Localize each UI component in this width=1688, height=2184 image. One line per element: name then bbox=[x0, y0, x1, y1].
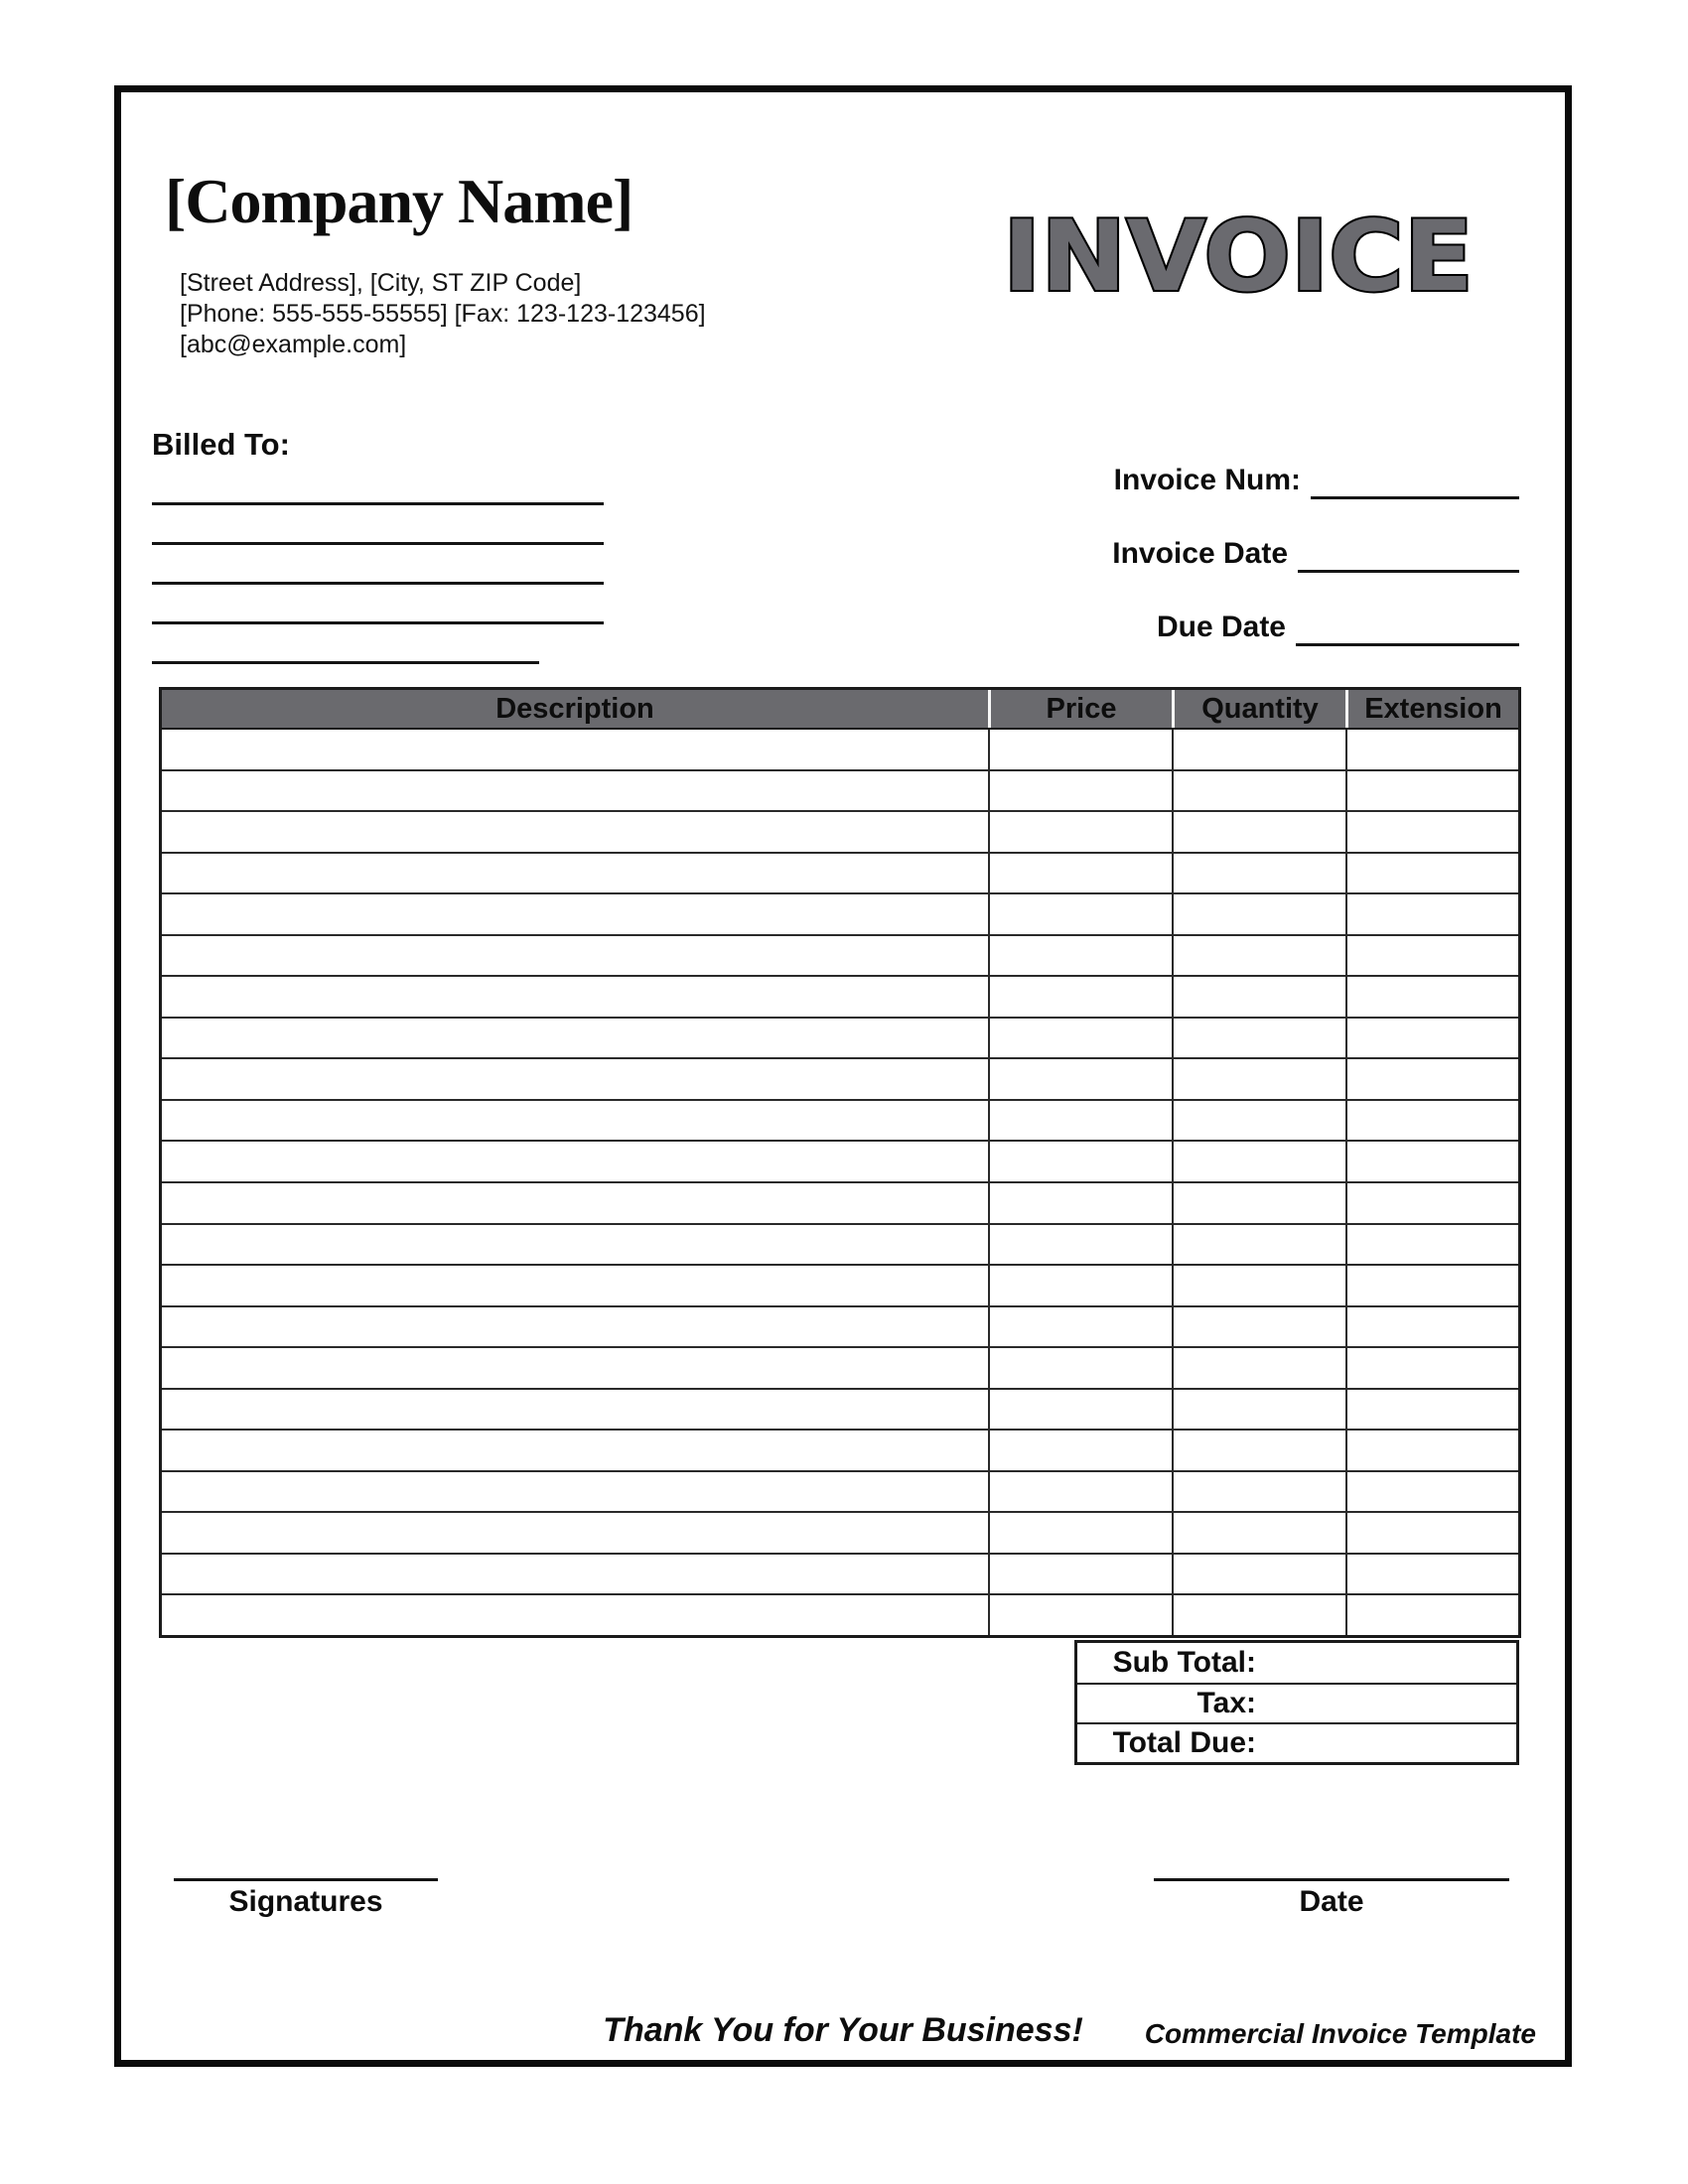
date-label: Date bbox=[1299, 1885, 1364, 1918]
table-cell-price[interactable] bbox=[988, 730, 1172, 769]
table-cell-extension[interactable] bbox=[1345, 1266, 1518, 1305]
table-cell-quantity[interactable] bbox=[1172, 1555, 1345, 1594]
table-row bbox=[162, 1511, 1518, 1553]
table-cell-description[interactable] bbox=[162, 1595, 988, 1635]
company-name: [Company Name] bbox=[165, 166, 633, 236]
table-cell-price[interactable] bbox=[988, 1472, 1172, 1512]
table-cell-price[interactable] bbox=[988, 1431, 1172, 1470]
table-cell-description[interactable] bbox=[162, 1142, 988, 1181]
table-cell-description[interactable] bbox=[162, 1472, 988, 1512]
totals-value-area[interactable] bbox=[1256, 1643, 1516, 1683]
table-cell-extension[interactable] bbox=[1345, 1513, 1518, 1553]
company-address bbox=[180, 268, 706, 360]
table-cell-extension[interactable] bbox=[1345, 812, 1518, 852]
table-cell-extension[interactable] bbox=[1345, 1225, 1518, 1265]
table-cell-quantity[interactable] bbox=[1172, 1513, 1345, 1553]
table-cell-extension[interactable] bbox=[1345, 894, 1518, 934]
table-cell-extension[interactable] bbox=[1345, 936, 1518, 976]
table-row bbox=[162, 1593, 1518, 1635]
table-cell-price[interactable] bbox=[988, 1348, 1172, 1388]
table-cell-price[interactable] bbox=[988, 1059, 1172, 1099]
table-cell-quantity[interactable] bbox=[1172, 1390, 1345, 1430]
table-cell-price[interactable] bbox=[988, 1225, 1172, 1265]
field-row-invoice-date bbox=[1112, 533, 1519, 573]
table-row bbox=[162, 810, 1518, 852]
table-cell-quantity[interactable] bbox=[1172, 1348, 1345, 1388]
table-cell-extension[interactable] bbox=[1345, 977, 1518, 1017]
table-cell-description[interactable] bbox=[162, 1059, 988, 1099]
table-cell-quantity[interactable] bbox=[1172, 1225, 1345, 1265]
field-blank-line[interactable] bbox=[1311, 463, 1519, 499]
table-row bbox=[162, 1017, 1518, 1058]
table-cell-description[interactable] bbox=[162, 1348, 988, 1388]
table-cell-quantity[interactable] bbox=[1172, 1059, 1345, 1099]
field-label: Invoice Num: bbox=[1113, 464, 1301, 496]
column-header-quantity: Quantity bbox=[1172, 690, 1345, 728]
table-cell-description[interactable] bbox=[162, 936, 988, 976]
field-label: Due Date bbox=[1156, 611, 1286, 643]
billed-to-label: Billed To: bbox=[152, 427, 290, 462]
table-cell-extension[interactable] bbox=[1345, 1431, 1518, 1470]
table-cell-price[interactable] bbox=[988, 1555, 1172, 1594]
table-row bbox=[162, 1388, 1518, 1430]
totals-row-tax bbox=[1077, 1683, 1516, 1722]
table-cell-quantity[interactable] bbox=[1172, 730, 1345, 769]
totals-box bbox=[1074, 1640, 1519, 1765]
table-cell-extension[interactable] bbox=[1345, 730, 1518, 769]
table-cell-quantity[interactable] bbox=[1172, 1307, 1345, 1347]
invoice-wordmark-text: INVOICE bbox=[1003, 201, 1474, 314]
table-cell-extension[interactable] bbox=[1345, 1348, 1518, 1388]
table-cell-quantity[interactable] bbox=[1172, 1142, 1345, 1181]
table-row bbox=[162, 1346, 1518, 1388]
totals-row-total-due bbox=[1077, 1722, 1516, 1762]
footer-template-name: Commercial Invoice Template bbox=[1144, 2018, 1536, 2049]
table-cell-extension[interactable] bbox=[1345, 1059, 1518, 1099]
table-row bbox=[162, 1264, 1518, 1305]
totals-value-area[interactable] bbox=[1256, 1685, 1516, 1722]
table-cell-quantity[interactable] bbox=[1172, 1472, 1345, 1512]
table-cell-description[interactable] bbox=[162, 854, 988, 893]
totals-row-sub-total bbox=[1077, 1643, 1516, 1683]
table-cell-quantity[interactable] bbox=[1172, 936, 1345, 976]
table-cell-description[interactable] bbox=[162, 894, 988, 934]
table-row bbox=[162, 852, 1518, 893]
field-label: Invoice Date bbox=[1112, 537, 1288, 570]
table-cell-price[interactable] bbox=[988, 936, 1172, 976]
table-cell-extension[interactable] bbox=[1345, 854, 1518, 893]
table-cell-price[interactable] bbox=[988, 977, 1172, 1017]
table-cell-quantity[interactable] bbox=[1172, 1595, 1345, 1635]
table-cell-extension[interactable] bbox=[1345, 1183, 1518, 1223]
table-cell-quantity[interactable] bbox=[1172, 977, 1345, 1017]
table-cell-extension[interactable] bbox=[1345, 1472, 1518, 1512]
totals-label: Tax: bbox=[1196, 1687, 1256, 1719]
table-cell-price[interactable] bbox=[988, 1390, 1172, 1430]
table-cell-description[interactable] bbox=[162, 1101, 988, 1141]
table-cell-quantity[interactable] bbox=[1172, 1431, 1345, 1470]
footer-thank-you: Thank You for Your Business! bbox=[603, 2011, 1083, 2049]
table-cell-price[interactable] bbox=[988, 812, 1172, 852]
totals-label: Total Due: bbox=[1112, 1726, 1256, 1759]
table-cell-description[interactable] bbox=[162, 1431, 988, 1470]
table-cell-price[interactable] bbox=[988, 1183, 1172, 1223]
table-cell-extension[interactable] bbox=[1345, 1019, 1518, 1058]
table-row bbox=[162, 1553, 1518, 1594]
table-row bbox=[162, 934, 1518, 976]
table-cell-quantity[interactable] bbox=[1172, 854, 1345, 893]
table-cell-quantity[interactable] bbox=[1172, 1183, 1345, 1223]
column-header-price: Price bbox=[988, 690, 1172, 728]
table-cell-description[interactable] bbox=[162, 977, 988, 1017]
table-cell-extension[interactable] bbox=[1345, 1101, 1518, 1141]
table-cell-description[interactable] bbox=[162, 1183, 988, 1223]
table-row bbox=[162, 975, 1518, 1017]
billed-to-blank-line[interactable] bbox=[152, 624, 539, 664]
date-blank-line[interactable] bbox=[1154, 1843, 1509, 1881]
table-row bbox=[162, 1057, 1518, 1099]
field-blank-line[interactable] bbox=[1296, 610, 1519, 646]
table-cell-price[interactable] bbox=[988, 854, 1172, 893]
table-body bbox=[162, 730, 1518, 1635]
table-cell-description[interactable] bbox=[162, 812, 988, 852]
items-table bbox=[159, 687, 1521, 1638]
table-cell-quantity[interactable] bbox=[1172, 1019, 1345, 1058]
table-cell-extension[interactable] bbox=[1345, 771, 1518, 811]
table-cell-price[interactable] bbox=[988, 1019, 1172, 1058]
table-cell-extension[interactable] bbox=[1345, 1142, 1518, 1181]
table-cell-price[interactable] bbox=[988, 1595, 1172, 1635]
field-blank-line[interactable] bbox=[1298, 536, 1519, 573]
table-cell-price[interactable] bbox=[988, 1101, 1172, 1141]
company-address-line: [Phone: 555-555-55555] [Fax: 123-123-123456] bbox=[180, 300, 706, 328]
table-cell-description[interactable] bbox=[162, 1390, 988, 1430]
table-cell-price[interactable] bbox=[988, 894, 1172, 934]
table-cell-description[interactable] bbox=[162, 1555, 988, 1594]
table-cell-description[interactable] bbox=[162, 771, 988, 811]
table-row bbox=[162, 730, 1518, 769]
signature-label: Signatures bbox=[228, 1885, 383, 1918]
field-row-invoice-num bbox=[1114, 460, 1519, 499]
table-cell-extension[interactable] bbox=[1345, 1595, 1518, 1635]
table-cell-quantity[interactable] bbox=[1172, 1266, 1345, 1305]
billed-to-blank-line[interactable] bbox=[152, 545, 604, 585]
billed-to-blank-line[interactable] bbox=[152, 585, 604, 624]
table-cell-quantity[interactable] bbox=[1172, 894, 1345, 934]
table-row bbox=[162, 1181, 1518, 1223]
table-cell-description[interactable] bbox=[162, 1307, 988, 1347]
table-cell-description[interactable] bbox=[162, 1513, 988, 1553]
table-cell-price[interactable] bbox=[988, 1142, 1172, 1181]
table-cell-description[interactable] bbox=[162, 1266, 988, 1305]
table-cell-quantity[interactable] bbox=[1172, 812, 1345, 852]
table-header-row bbox=[162, 690, 1518, 730]
invoice-wordmark bbox=[995, 197, 1481, 314]
table-row bbox=[162, 1429, 1518, 1470]
totals-value-area[interactable] bbox=[1256, 1724, 1516, 1762]
table-row bbox=[162, 1099, 1518, 1141]
company-address-line: [Street Address], [City, ST ZIP Code] bbox=[180, 269, 582, 297]
table-cell-extension[interactable] bbox=[1345, 1390, 1518, 1430]
table-cell-price[interactable] bbox=[988, 1307, 1172, 1347]
table-cell-price[interactable] bbox=[988, 771, 1172, 811]
billed-to-lines bbox=[152, 466, 604, 664]
table-row bbox=[162, 892, 1518, 934]
column-header-extension: Extension bbox=[1345, 690, 1518, 728]
table-cell-description[interactable] bbox=[162, 1019, 988, 1058]
totals-label: Sub Total: bbox=[1112, 1646, 1256, 1679]
billed-to-blank-line[interactable] bbox=[152, 505, 604, 545]
billed-to-blank-line[interactable] bbox=[152, 466, 604, 505]
table-row bbox=[162, 1305, 1518, 1347]
table-cell-quantity[interactable] bbox=[1172, 1101, 1345, 1141]
column-header-description: Description bbox=[495, 692, 654, 725]
table-cell-description[interactable] bbox=[162, 730, 988, 769]
table-cell-description[interactable] bbox=[162, 1225, 988, 1265]
table-row bbox=[162, 1223, 1518, 1265]
table-cell-extension[interactable] bbox=[1345, 1555, 1518, 1594]
table-row bbox=[162, 769, 1518, 811]
table-cell-quantity[interactable] bbox=[1172, 771, 1345, 811]
company-address-line: [abc@example.com] bbox=[180, 331, 407, 358]
table-cell-price[interactable] bbox=[988, 1266, 1172, 1305]
table-cell-price[interactable] bbox=[988, 1513, 1172, 1553]
table-row bbox=[162, 1140, 1518, 1181]
signature-blank-line[interactable] bbox=[174, 1843, 438, 1881]
table-cell-extension[interactable] bbox=[1345, 1307, 1518, 1347]
field-row-due-date bbox=[1157, 607, 1519, 646]
table-row bbox=[162, 1470, 1518, 1512]
